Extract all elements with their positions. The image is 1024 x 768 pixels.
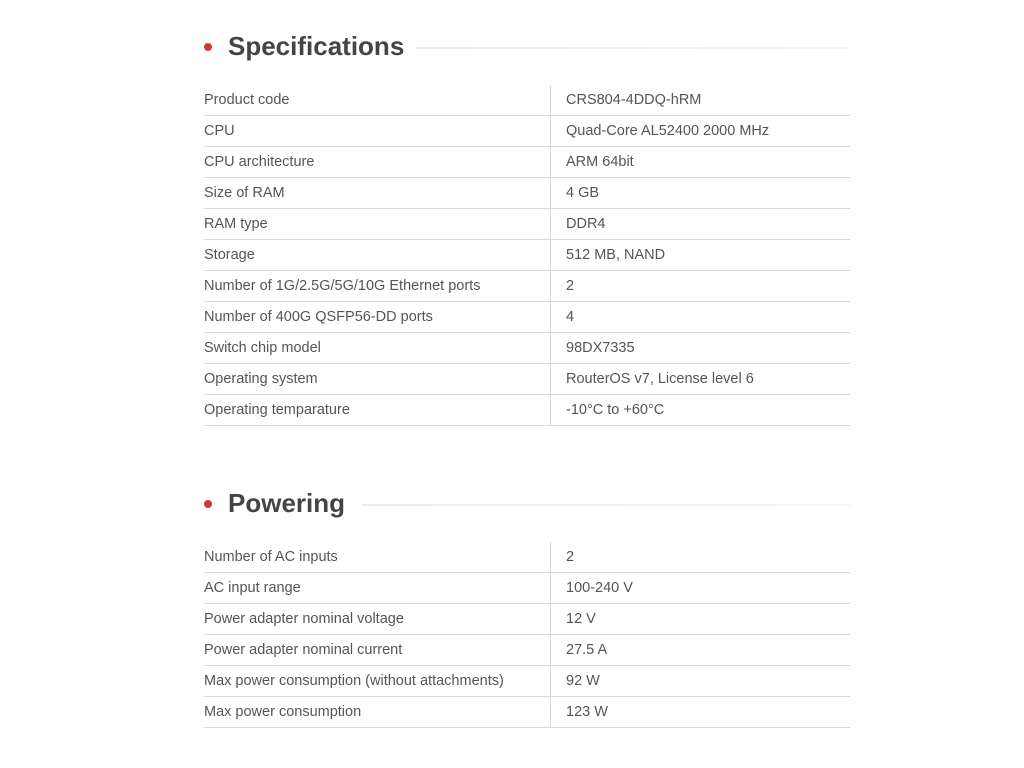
row-label: Number of 400G QSFP56-DD ports <box>204 302 551 333</box>
row-label: Storage <box>204 240 551 271</box>
row-label: Switch chip model <box>204 333 551 364</box>
table-row <box>204 604 850 635</box>
row-value: 27.5 A <box>551 635 851 666</box>
section-title: Specifications <box>228 31 405 61</box>
row-value: 12 V <box>551 604 851 635</box>
table-row <box>204 240 850 271</box>
table-row <box>204 271 850 302</box>
table-row <box>204 573 850 604</box>
table-row <box>204 364 850 395</box>
specifications-section <box>204 28 850 418</box>
powering-header <box>204 485 850 525</box>
row-value: 98DX7335 <box>551 333 851 364</box>
table-row <box>204 209 850 240</box>
row-value: RouterOS v7, License level 6 <box>551 364 851 395</box>
row-value: 512 MB, NAND <box>551 240 851 271</box>
row-label: Product code <box>204 85 551 116</box>
table-row <box>204 666 850 697</box>
table-row <box>204 85 850 116</box>
header-divider <box>416 47 850 49</box>
row-value: Quad-Core AL52400 2000 MHz <box>551 116 851 147</box>
table-row <box>204 395 850 426</box>
specifications-table-body <box>204 85 850 426</box>
powering-table <box>204 542 850 728</box>
specifications-header <box>204 28 850 68</box>
row-value: 2 <box>551 542 851 573</box>
row-label: Max power consumption (without attachments) <box>204 666 551 697</box>
row-label: Max power consumption <box>204 697 551 728</box>
row-label: AC input range <box>204 573 551 604</box>
row-label: CPU architecture <box>204 147 551 178</box>
row-label: Size of RAM <box>204 178 551 209</box>
row-label: Operating temparature <box>204 395 551 426</box>
table-row <box>204 333 850 364</box>
section-title: Powering <box>228 488 346 518</box>
row-value: 2 <box>551 271 851 302</box>
bullet-dot-icon <box>204 43 212 51</box>
row-value: -10°C to +60°C <box>551 395 851 426</box>
row-value: ARM 64bit <box>551 147 851 178</box>
table-row <box>204 178 850 209</box>
row-label: Power adapter nominal current <box>204 635 551 666</box>
bullet-dot-icon <box>204 500 212 508</box>
table-row <box>204 116 850 147</box>
row-value: CRS804-4DDQ-hRM <box>551 85 851 116</box>
table-row <box>204 542 850 573</box>
specifications-table <box>204 85 850 426</box>
row-label: Number of AC inputs <box>204 542 551 573</box>
powering-table-body <box>204 542 850 728</box>
row-value: DDR4 <box>551 209 851 240</box>
table-row <box>204 635 850 666</box>
row-label: CPU <box>204 116 551 147</box>
row-value: 100-240 V <box>551 573 851 604</box>
row-label: RAM type <box>204 209 551 240</box>
table-row <box>204 147 850 178</box>
row-label: Power adapter nominal voltage <box>204 604 551 635</box>
header-divider <box>362 504 850 506</box>
powering-section <box>204 485 850 720</box>
table-row <box>204 697 850 728</box>
row-label: Operating system <box>204 364 551 395</box>
row-value: 123 W <box>551 697 851 728</box>
table-row <box>204 302 850 333</box>
row-value: 92 W <box>551 666 851 697</box>
row-value: 4 GB <box>551 178 851 209</box>
row-value: 4 <box>551 302 851 333</box>
row-label: Number of 1G/2.5G/5G/10G Ethernet ports <box>204 271 551 302</box>
